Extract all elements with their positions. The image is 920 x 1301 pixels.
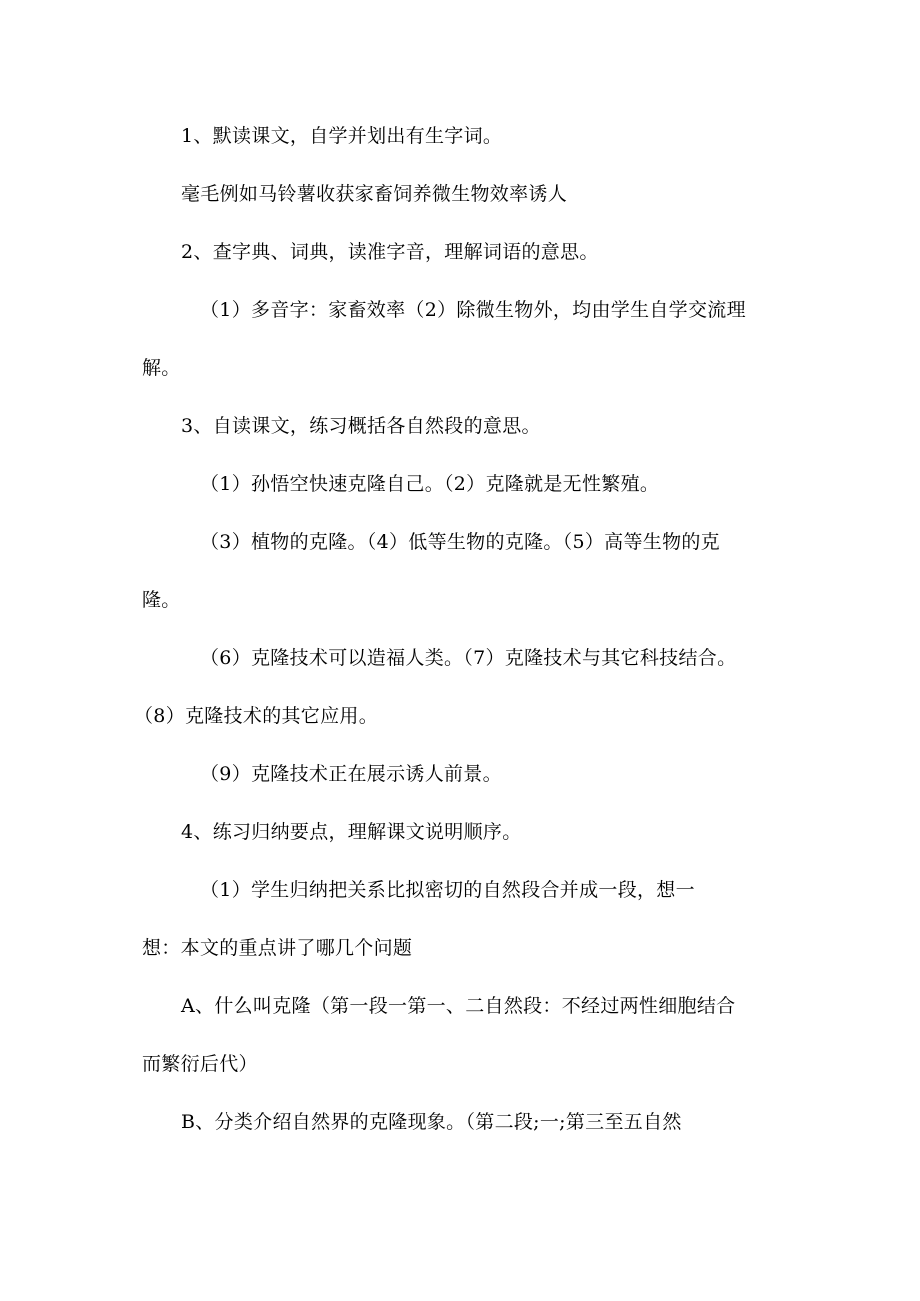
step-1-line: 1、默读课文，自学并划出有生字词。 [181, 125, 503, 147]
step-2-line: 2、查字典、词典，读准字音，理解词语的意思。 [181, 241, 599, 263]
point-a-line: A、什么叫克隆（第一段一第一、二自然段：不经过两性细胞结合 [181, 995, 736, 1017]
point-a-line-continued: 而繁衍后代） [142, 1053, 258, 1075]
paragraph-summary-6-7: （6）克隆技术可以造福人类。（7）克隆技术与其它科技结合。 [200, 647, 737, 669]
vocabulary-line: 毫毛例如马铃薯收获家畜饲养微生物效率诱人 [181, 183, 568, 205]
paragraph-summary-1-2: （1）孙悟空快速克隆自己。（2）克隆就是无性繁殖。 [200, 473, 660, 495]
paragraph-summary-3-5-continued: 隆。 [142, 589, 181, 611]
paragraph-summary-8: （8）克隆技术的其它应用。 [134, 705, 378, 727]
paragraph-summary-9: （9）克隆技术正在展示诱人前景。 [200, 763, 502, 785]
merge-paragraphs-line: （1）学生归纳把关系比拟密切的自然段合并成一段，想一 [200, 879, 695, 901]
merge-paragraphs-line-continued: 想：本文的重点讲了哪几个问题 [142, 937, 413, 959]
paragraph-summary-3-5: （3）植物的克隆。（4）低等生物的克隆。（5）高等生物的克 [200, 531, 720, 553]
point-b-line: B、分类介绍自然界的克隆现象。（第二段;一;第三至五自然 [181, 1111, 682, 1133]
polyphone-line: （1）多音字：家畜效率（2）除微生物外，均由学生自学交流理 [200, 299, 746, 321]
polyphone-line-continued: 解。 [142, 357, 181, 379]
step-4-line: 4、练习归纳要点，理解课文说明顺序。 [181, 821, 522, 843]
step-3-line: 3、自读课文，练习概括各自然段的意思。 [181, 415, 541, 437]
